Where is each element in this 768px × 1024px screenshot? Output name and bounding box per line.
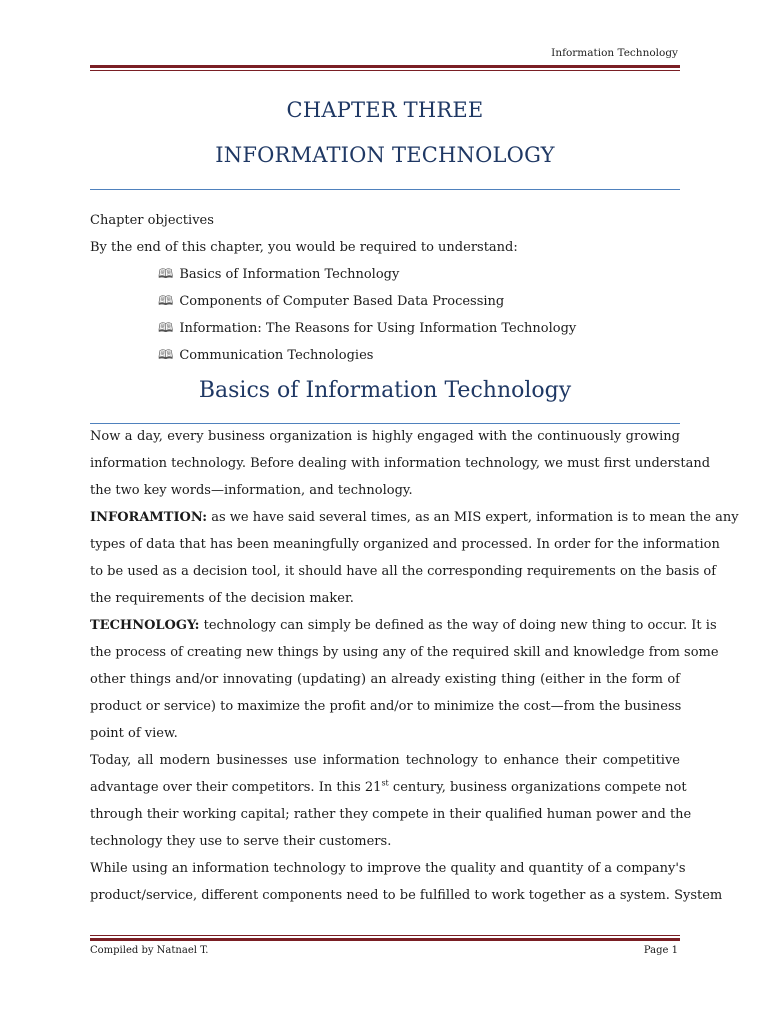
term-technology: TECHNOLOGY: (90, 618, 200, 633)
chapter-label: CHAPTER THREE (286, 98, 484, 122)
term-information: INFORAMTION: (90, 510, 208, 525)
paragraph-line: the two key words—information, and technology. (90, 483, 413, 498)
paragraph-line: Today, all modern businesses use information technology to enhance their competitive (90, 753, 680, 768)
footer-author: Compiled by Natnael T. (90, 945, 209, 956)
objective-item: 🕮 Components of Computer Based Data Processing (158, 294, 505, 309)
open-book-icon: 🕮 (158, 321, 174, 336)
paragraph-line: to be used as a decision tool, it should have all the corresponding requirements on the basis of (90, 564, 717, 579)
objectives-intro: By the end of this chapter, you would be required to understand: (90, 240, 518, 255)
objectives-heading: Chapter objectives (90, 213, 214, 228)
objective-item: 🕮 Basics of Information Technology (158, 267, 400, 282)
paragraph-line: product/service, different components need to be fulfilled to work together as a system. System (90, 888, 723, 903)
section-heading: Basics of Information Technology (198, 378, 572, 403)
paragraph-line: through their working capital; rather they compete in their qualified human power and the (90, 807, 692, 822)
paragraph-line: While using an information technology to improve the quality and quantity of a company's (90, 861, 686, 876)
header-rule (90, 65, 680, 68)
open-book-icon: 🕮 (158, 294, 174, 309)
header-rule-thin (90, 70, 680, 71)
footer-rule (90, 938, 680, 941)
paragraph-line: the process of creating new things by using any of the required skill and knowledge from some (90, 645, 719, 660)
paragraph-line: point of view. (90, 726, 178, 741)
paragraph-line: TECHNOLOGY: technology can simply be defined as the way of doing new thing to occur. It is (90, 618, 717, 633)
paragraph-line: Now a day, every business organization is highly engaged with the continuously growing (90, 429, 680, 444)
paragraph-line: information technology. Before dealing with information technology, we must first understand (90, 456, 711, 471)
paragraph-line: other things and/or innovating (updating) an already existing thing (either in the form of (90, 672, 680, 687)
footer-rule-thin (90, 935, 680, 936)
paragraph-line: product or service) to maximize the profit and/or to minimize the cost—from the business (90, 699, 682, 714)
objective-item: 🕮 Information: The Reasons for Using Information Technology (158, 321, 577, 336)
objective-item: 🕮 Communication Technologies (158, 348, 374, 363)
paragraph-line: advantage over their competitors. In this 21st century, business organizations compete not (90, 778, 687, 795)
chapter-title: INFORMATION TECHNOLOGY (215, 143, 555, 167)
title-rule (90, 189, 680, 190)
paragraph-line: INFORAMTION: as we have said several times, as an MIS expert, information is to mean the any (90, 510, 739, 525)
running-header: Information Technology (551, 47, 678, 59)
paragraph-line: technology they use to serve their customers. (90, 834, 392, 849)
paragraph-line: the requirements of the decision maker. (90, 591, 354, 606)
open-book-icon: 🕮 (158, 267, 174, 282)
open-book-icon: 🕮 (158, 348, 174, 363)
paragraph-line: types of data that has been meaningfully organized and processed. In order for the information (90, 537, 720, 552)
page-number: Page 1 (643, 945, 678, 956)
